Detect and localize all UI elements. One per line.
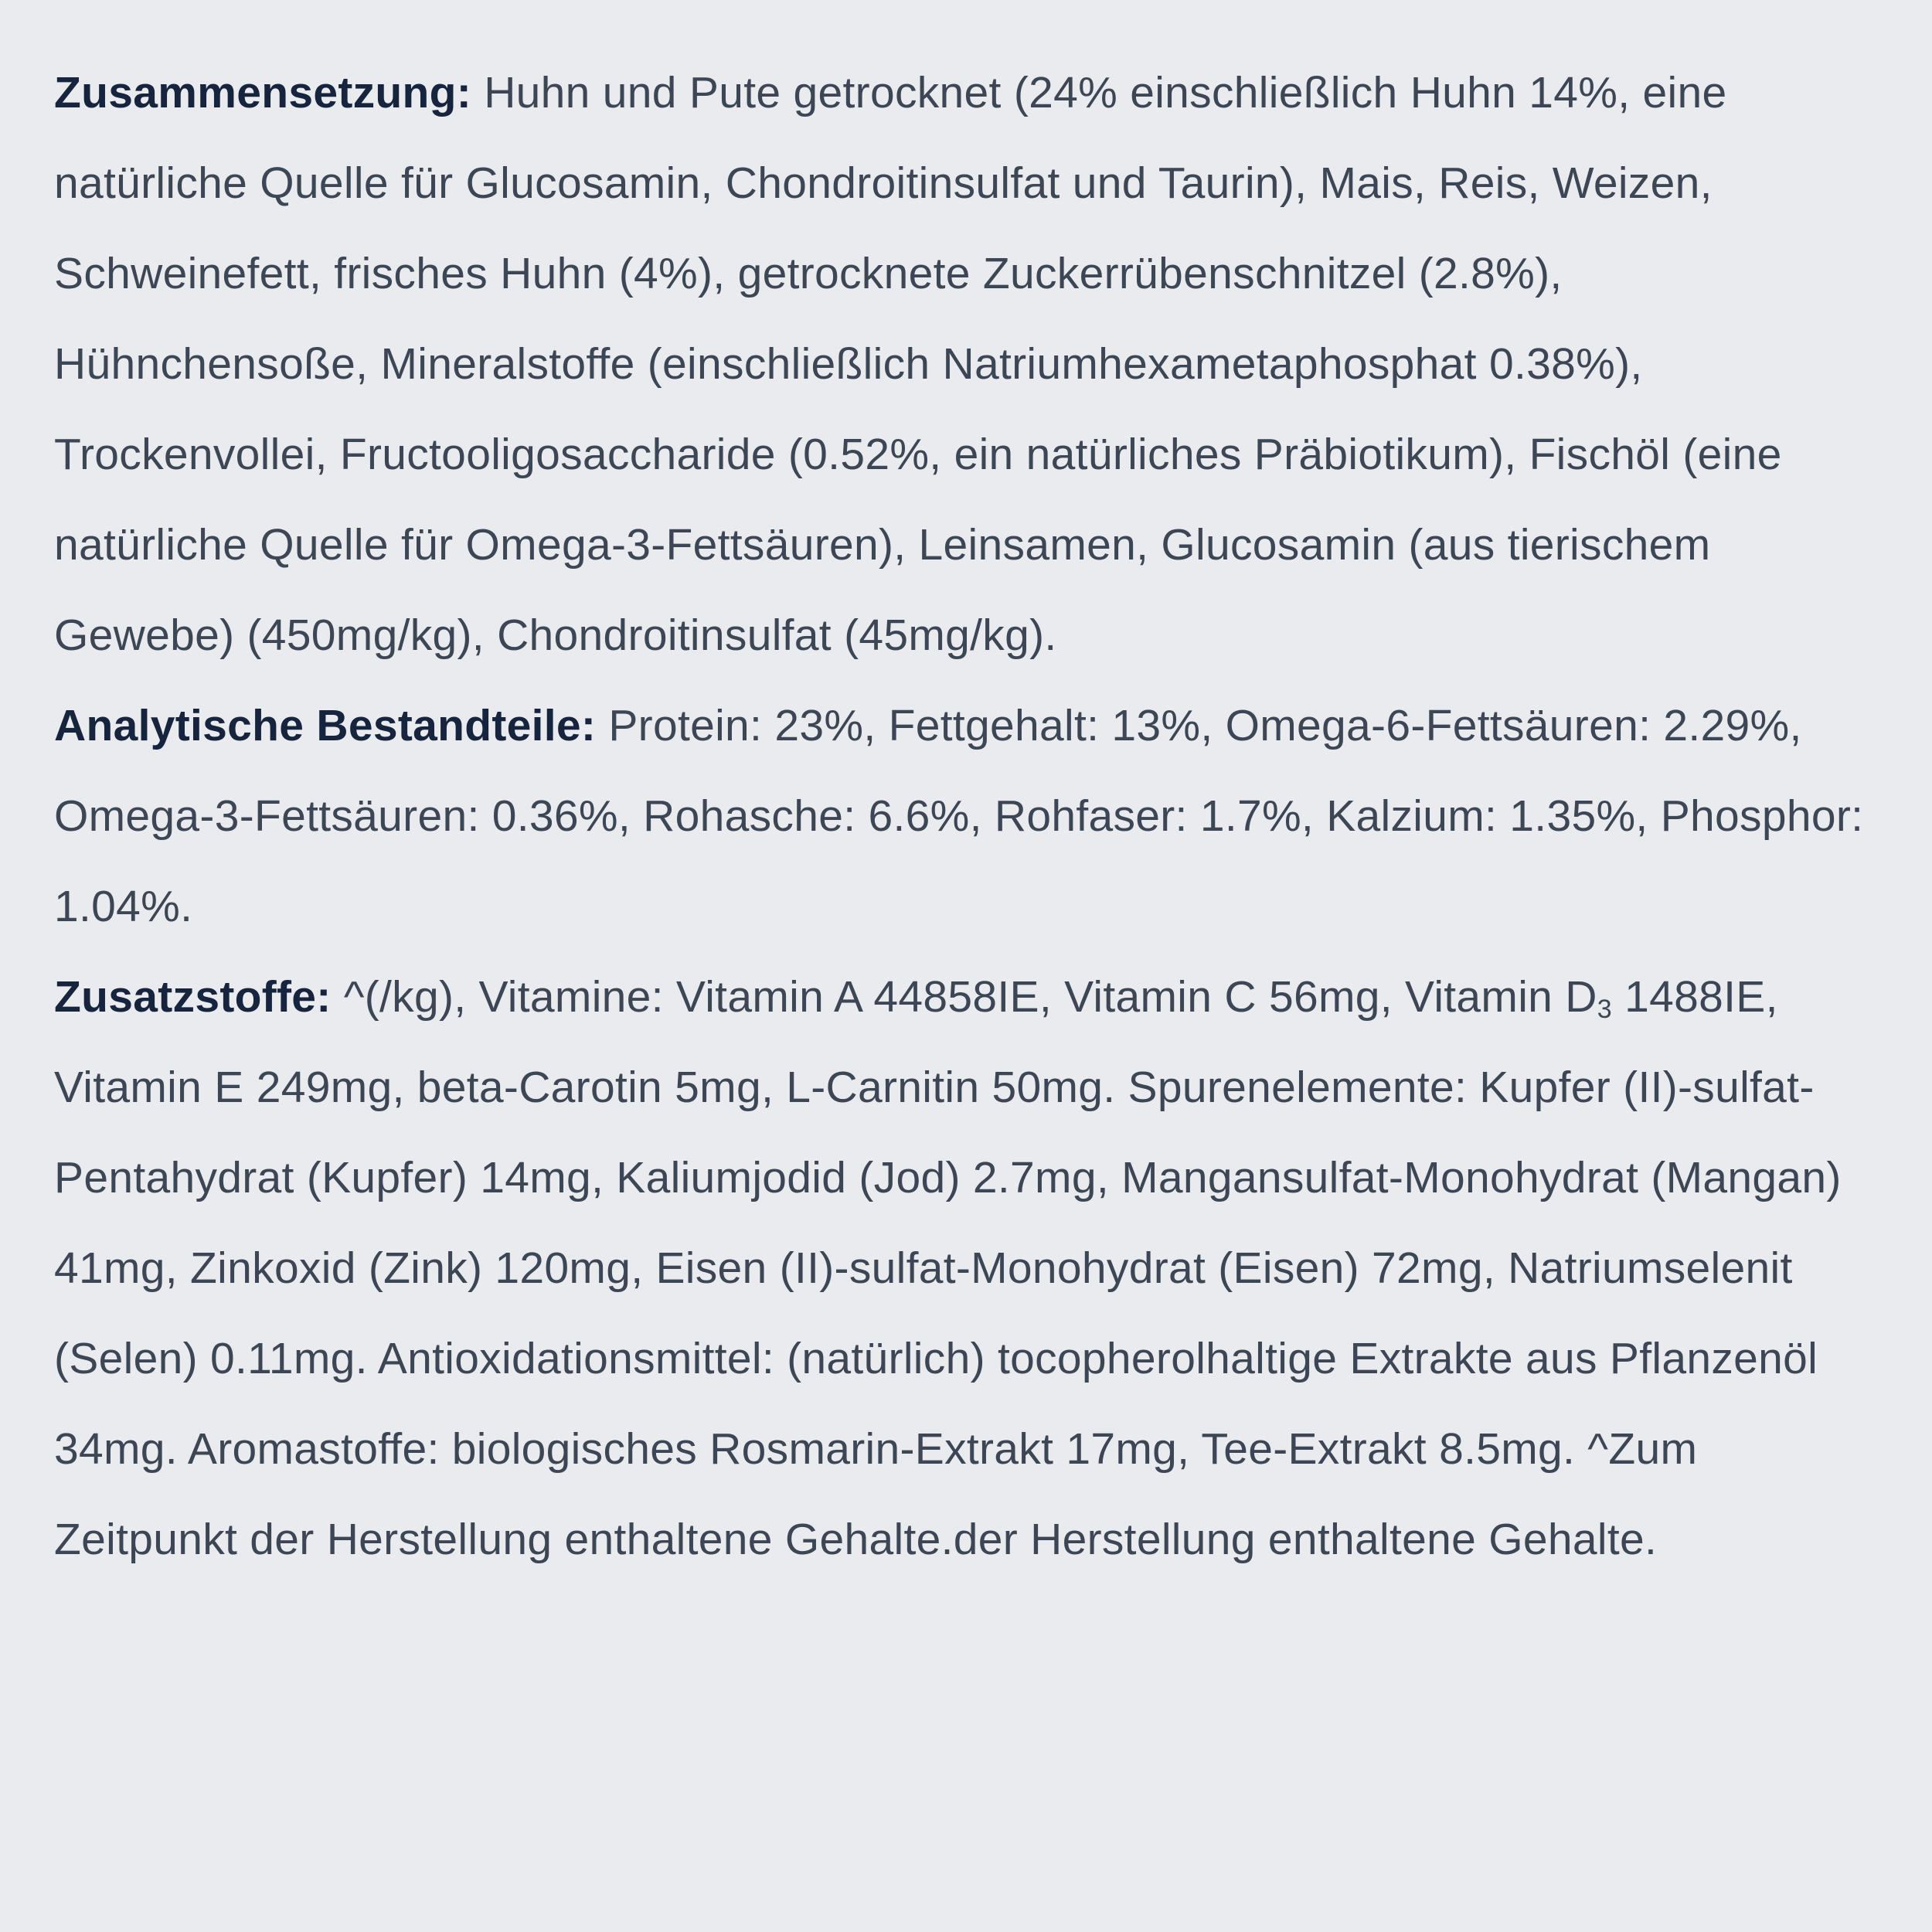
additives-text-part2: 1488IE, Vitamin E 249mg, beta-Carotin 5mg, L-Carnitin 50mg. Spurenelemente: Kupfer (II)-sulfat-Pentahydrat (Kupfer) 14mg, Kaliumjodid (Jod) 2.7mg, Mangansulfat-Monohydrat (Mangan) 41mg, Zinkoxid (Zink) 120mg, Eisen (II)-sulfat-Monohydrat (Eisen) 72mg, Natriumselenit (Selen) 0.11mg. Antioxidationsmittel: (natürlich) tocopherolhaltige Extrakte aus Pflanzenöl 34mg. Aromastoffe: biologisches Rosmarin-Extrakt 17mg, Tee-Extrakt 8.5mg. ^Zum Zeitpunkt der Herstellung enthaltene Gehalte.der Herstellung enthaltene Gehalte. [54,972,1842,1564]
additives-heading: Zusatzstoffe: [54,972,344,1022]
composition-heading: Zusammensetzung: [54,68,485,117]
analytical-section [54,681,1878,952]
composition-section [54,48,1878,681]
analytical-heading: Analytische Bestandteile: [54,701,609,750]
composition-text: Huhn und Pute getrocknet (24% einschließlich Huhn 14%, eine natürliche Quelle für Glucosamin, Chondroitinsulfat und Taurin), Mais, Reis, Weizen, Schweinefett, frisches Huhn (4%), getrocknete Zuckerrübenschnitzel (2.8%), Hühnchensoße, Mineralstoffe (einschließlich Natriumhexametaphosphat 0.38%), Trockenvollei, Fructooligosaccharide (0.52%, ein natürliches Präbiotikum), Fischöl (eine natürliche Quelle für Omega-3-Fettsäuren), Leinsamen, Glucosamin (aus tierischem Gewebe) (450mg/kg), Chondroitinsulfat (45mg/kg). [54,68,1782,660]
analytical-text: Protein: 23%, Fettgehalt: 13%, Omega-6-Fettsäuren: 2.29%, Omega-3-Fettsäuren: 0.36%, Rohasche: 6.6%, Rohfaser: 1.7%, Kalzium: 1.35%, Phosphor: 1.04%. [54,701,1864,931]
additives-text-part1: ^(/kg), Vitamine: Vitamin A 44858IE, Vitamin C 56mg, Vitamin D [343,972,1597,1022]
vitamin-d-subscript: 3 [1597,995,1612,1024]
additives-section [54,952,1878,1585]
